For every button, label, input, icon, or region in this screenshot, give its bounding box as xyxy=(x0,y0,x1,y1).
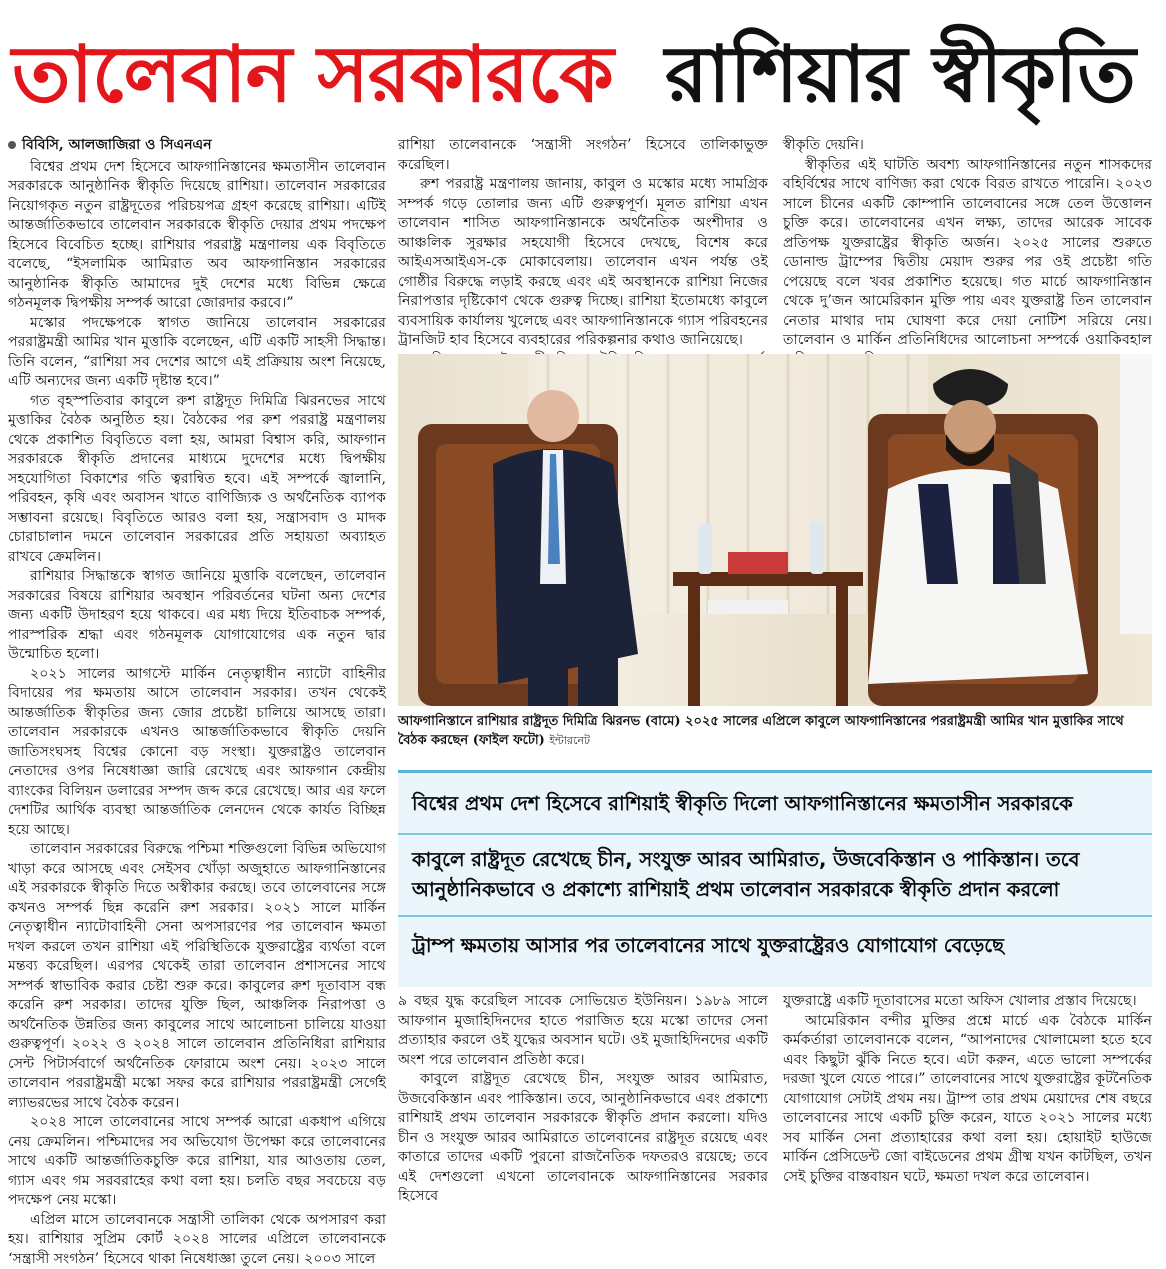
caption-text: আফগানিস্তানে রাশিয়ার রাষ্ট্রদূত দিমিত্রি ঝিরনভ (বামে) ২০২৫ সালের এপ্রিলে কাবুলে আফগানিস্তানের পররাষ্ট্রমন্ত্রী আমির খান মুত্তাকির সাথে বৈঠক করছেন (ফাইল ফটো) xyxy=(398,714,1124,748)
pullquote-2: কাবুলে রাষ্ট্রদূত রেখেছে চীন, সংযুক্ত আরব আমিরাত, উজবেকিস্তান ও পাকিস্তান। তবে আনুষ্ঠানিকভাবে ও প্রকাশ্যে রাশিয়াই প্রথম তালেবান সরকারকে স্বীকৃতি প্রদান করলো xyxy=(398,845,1152,905)
paragraph: ২০২৪ সালে তালেবানের সাথে সম্পর্ক আরো একধাপ এগিয়ে নেয় ক্রেমলিন। পশ্চিমাদের সব অভিযোগ উপেক্ষা করে তালেবানের সাথে একটি আন্তর্জাতিকচুক্তি করে রাশিয়া, যার আওতায় তেল, গ্যাস এবং গম সরবরাহের কথা বলা হয়। চলতি বছর সবচেয়ে বড় পদক্ষেপ নেয় মস্কো। xyxy=(8,1113,386,1211)
article-column-3-top xyxy=(783,136,1152,348)
pullquote-3: ট্রাম্প ক্ষমতায় আসার পর তালেবানের সাথে যুক্তরাষ্ট্রেরও যোগাযোগ বেড়েছে xyxy=(398,931,1152,961)
article-column-2-bottom xyxy=(398,992,768,1184)
paragraph: রাশিয়া তালেবানকে ‘সন্ত্রাসী সংগঠন’ হিসেবে তালিকাভুক্ত করেছিল। xyxy=(398,136,768,175)
paragraph: মস্কোর পদক্ষেপকে স্বাগত জানিয়ে তালেবান সরকারের পররাষ্ট্রমন্ত্রী আমির খান মুত্তাকি বলেছেন, এটি একটি সাহসী সিদ্ধান্ত। তিনি বলেন, “রাশিয়া সব দেশের আগে এই প্রক্রিয়ায় অংশ নিয়েছে, এটি অন্যদের জন্য একটি দৃষ্টান্ত হবে।” xyxy=(8,314,386,392)
pullquote-box xyxy=(398,770,1152,987)
bullet-icon xyxy=(8,141,16,149)
paragraph: স্বীকৃতির এই ঘাটতি অবশ্য আফগানিস্তানের নতুন শাসকদের বহির্বিশ্বের সাথে বাণিজ্য করা থেকে বিরত রাখতে পারেনি। ২০২৩ সালে চীনের একটি কোম্পানি তালেবানের সঙ্গে তেল উত্তোলন চুক্তি করে। তালেবানের এখন লক্ষ্য, তাদের আরেক সাবেক প্রতিপক্ষ যুক্তরাষ্ট্রের স্বীকৃতি অর্জন। ২০২৫ সালের শুরুতে ডোনাল্ড ট্রাম্পের দ্বিতীয় মেয়াদ শুরুর পর ওই প্রচেষ্টা গতি পেয়েছে বলে খবর প্রকাশিত হয়েছে। গত মার্চে আফগানিস্তান থেকে দু’জন আমেরিকান মুক্তি পায় এবং যুক্তরাষ্ট্র তিন তালেবান নেতার মাথার দাম ঘোষণা করে দেয়া নোটিশ সরিয়ে নেয়। তালেবান ও মার্কিন প্রতিনিধিদের আলোচনা সম্পর্কে ওয়াকিবহাল xyxy=(783,156,1152,371)
paragraph: আমেরিকান বন্দীর মুক্তির প্রশ্নে মার্চে এক বৈঠকে মার্কিন কর্মকর্তারা তালেবানকে বলেন, “আপনাদের খোলামেলা হতে হবে এবং কিছুটা ঝুঁকি নিতে হবে। এটা করুন, এতে ভালো সম্পর্কের দরজা খুলে যেতে পারে।” তালেবানের সাথে যুক্তরাষ্ট্রের কূটনৈতিক যোগাযোগ সেটাই প্রথম নয়। ট্রাম্প তার প্রথম মেয়াদের শেষ বছরে তালেবানের সাথে একটি চুক্তি করেন, যাতে ২০২১ সালের মধ্যে সব মার্কিন সেনা প্রত্যাহারের কথা বলা হয়। হোয়াইট হাউজে মার্কিন প্রেসিডেন্ট জো বাইডেনের প্রথম গ্রীষ্ম যখন কাটছিল, তখন সেই চুক্তির বাস্তবায়ন ঘটে, ক্ষমতা দখল করে তালেবান। xyxy=(783,1012,1152,1188)
pullquote-1: বিশ্বের প্রথম দেশ হিসেবে রাশিয়াই স্বীকৃতি দিলো আফগানিস্তানের ক্ষমতাসীন সরকারকে xyxy=(398,789,1152,819)
paragraph: রাশিয়ার সিদ্ধান্তকে স্বাগত জানিয়ে মুত্তাকি বলেছেন, তালেবান সরকারের বিষয়ে রাশিয়ার অবস্থান পরিবর্তনের ঘটনা অন্য দেশের জন্য একটি উদাহরণ হয়ে থাকবে। এর মধ্য দিয়ে ইতিবাচক সম্পর্ক, পারস্পরিক শ্রদ্ধা এবং গঠনমূলক যোগাযোগের এক নতুন দ্বার উন্মোচিত হলো। xyxy=(8,567,386,665)
pullquote-divider xyxy=(398,915,1152,917)
headline-red-part: তালেবান সরকারকে xyxy=(12,14,613,144)
pullquote-divider xyxy=(398,833,1152,835)
paragraph: বিশ্বের প্রথম দেশ হিসেবে আফগানিস্তানের ক্ষমতাসীন তালেবান সরকারকে আনুষ্ঠানিক স্বীকৃতি দিয়েছে রাশিয়া। তালেবান সরকারের নিয়োগকৃত নতুন রাষ্ট্রদূতের পরিচয়পত্র গ্রহণ করেছে রাশিয়া। এটিই আন্তর্জাতিকভাবে তালেবান সরকারকে স্বীকৃতি দেয়ার প্রথম পদক্ষেপ হিসেবে বিবেচিত হচ্ছে। রাশিয়ার পররাষ্ট্র মন্ত্রণালয় এক বিবৃতিতে বলেছে, “ইসলামিক আমিরাত অব আফগানিস্তান সরকারের আনুষ্ঠানিক স্বীকৃতি আমাদের দুই দেশের মধ্যে বিভিন্ন ক্ষেত্রে গঠনমূলক দ্বিপক্ষীয় সম্পর্ক আরো জোরদার করবে।” xyxy=(8,158,386,314)
paragraph: ৯ বছর যুদ্ধ করেছিল সাবেক সোভিয়েত ইউনিয়ন। ১৯৮৯ সালে আফগান মুজাহিদিনদের হাতে পরাজিত হয়ে মস্কো তাদের সেনা প্রত্যাহার করলে ওই যুদ্ধের অবসান ঘটে। ওই মুজাহিদিনদের একটি অংশ পরে তালেবান প্রতিষ্ঠা করে। xyxy=(398,992,768,1070)
byline xyxy=(8,136,386,156)
article-column-3-bottom xyxy=(783,992,1152,1184)
article-photo xyxy=(398,354,1152,706)
headline xyxy=(0,0,1166,125)
byline-text: বিবিসি, আলজাজিরা ও সিএনএন xyxy=(22,137,212,153)
photo-caption xyxy=(398,712,1152,750)
paragraph: কাবুলে রাষ্ট্রদূত রেখেছে চীন, সংযুক্ত আরব আমিরাত, উজবেকিস্তান এবং পাকিস্তান। তবে, আনুষ্ঠানিকভাবে এবং প্রকাশ্যে রাশিয়াই প্রথম তালেবান সরকারকে স্বীকৃতি প্রদান করলো। যদিও চীন ও সংযুক্ত আরব আমিরাতে তালেবানের রাষ্ট্রদূত রয়েছে এবং কাতারে তাদের একটি পুরনো রাজনৈতিক দফতরও রয়েছে; তবে এই দেশগুলো এখনো তালেবানকে আফগানিস্তানের সরকার হিসেবে xyxy=(398,1070,768,1207)
paragraph: গত বৃহস্পতিবার কাবুলে রুশ রাষ্ট্রদূত দিমিত্রি ঝিরনভের সাথে মুত্তাকির বৈঠক অনুষ্ঠিত হয়। বৈঠকের পর রুশ পররাষ্ট্র মন্ত্রণালয় থেকে প্রকাশিত বিবৃতিতে বলা হয়, আমরা বিশ্বাস করি, আফগান সরকারকে স্বীকৃতি প্রদানের মাধ্যমে দুদেশের মধ্যে দ্বিপক্ষীয় সহযোগিতা বিকাশের গতি ত্বরান্বিত হবে। এই সম্পর্কে জ্বালানি, পরিবহন, কৃষি এবং অবাসন খাতে বাণিজ্যিক ও অর্থনৈতিক ব্যাপক সম্ভাবনা রয়েছে। বিবৃতিতে আরও বলা হয়, সন্ত্রাসবাদ ও মাদক চোরাচালান দমনে তালেবান সরকারের প্রতি সহায়তা অব্যাহত রাখবে ক্রেমলিন। xyxy=(8,392,386,568)
paragraph: ২০২১ সালের আগস্টে মার্কিন নেতৃত্বাধীন ন্যাটো বাহিনীর বিদায়ের পর ক্ষমতায় আসে তালেবান সরকার। তখন থেকেই আন্তর্জাতিক স্বীকৃতির জন্য জোর প্রচেষ্টা চালিয়ে আসছে তারা। তালেবান সরকারকে এখনও আন্তর্জাতিকভাবে স্বীকৃতি দেয়নি জাতিসংঘসহ বিশ্বের কোনো বড় সংস্থা। যুক্তরাষ্ট্রও তালেবান নেতাদের ওপর নিষেধাজ্ঞা জারি রেখেছে এবং আফগান কেন্দ্রীয় ব্যাংকের বিলিয়ন ডলারের সম্পদ জব্দ করে রেখেছে। আর এর ফলে দেশটির আর্থিক ব্যবস্থা আন্তর্জাতিক লেনদেন থেকে কার্যত বিচ্ছিন্ন হয়ে আছে। xyxy=(8,665,386,841)
paragraph: স্বীকৃতি দেয়নি। xyxy=(783,136,1152,156)
paragraph: রুশ পররাষ্ট্র মন্ত্রণালয় জানায়, কাবুল ও মস্কোর মধ্যে সামগ্রিক সম্পর্ক গড়ে তোলার জন্য এটি গুরুত্বপূর্ণ। মূলত রাশিয়া এখন তালেবান শাসিত আফগানিস্তানকে অর্থনৈতিক অংশীদার ও আঞ্চলিক সুরক্ষার সহযোগী হিসেবে দেখছে, বিশেষ করে আইএসআইএস-কে মোকাবেলায়। তালেবান এখন পর্যন্ত ওই গোষ্ঠীর বিরুদ্ধে লড়াই করছে এবং এই অবস্থানকে রাশিয়া নিজের নিরাপত্তার দৃষ্টিকোণ থেকে গুরুত্ব দিচ্ছে। রাশিয়া ইতোমধ্যে কাবুলে ব্যবসায়িক কার্যালয় খুলেছে এবং আফগানিস্তানকে গ্যাস পরিবহনের ট্রানজিট হাব হিসেবে ব্যবহারের পরিকল্পনার কথাও জানিয়েছে। xyxy=(398,175,768,351)
paragraph: এপ্রিল মাসে তালেবানকে সন্ত্রাসী তালিকা থেকে অপসারণ করা হয়। রাশিয়ার সুপ্রিম কোর্ট ২০২৪ সালের এপ্রিলে তালেবানকে ‘সন্ত্রাসী সংগঠন’ হিসেবে থাকা নিষেধাজ্ঞা তুলে নেয়। ২০০৩ সালে xyxy=(8,1211,386,1269)
article-column-1 xyxy=(8,136,386,1184)
headline-black-part: রাশিয়ার স্বীকৃতি xyxy=(665,14,1135,144)
article-column-2-top xyxy=(398,136,768,348)
caption-source: ইন্টারনেট xyxy=(549,734,590,747)
paragraph: যুক্তরাষ্ট্রে একটি দূতাবাসের মতো অফিস খোলার প্রস্তাব দিয়েছে। xyxy=(783,992,1152,1012)
paragraph: তালেবান সরকারের বিরুদ্ধে পশ্চিমা শক্তিগুলো বিভিন্ন অভিযোগ খাড়া করে আসছে এবং সেইসব খোঁড়া অজুহাতে আফগানিস্তানের এই সরকারকে স্বীকৃতি দিতে অস্বীকার করছে। তবে তালেবানের সঙ্গে কখনও সম্পর্ক ছিন্ন করেনি রুশ সরকার। ২০২১ সালে মার্কিন নেতৃত্বাধীন ন্যাটোবাহিনী সেনা অপসারণের পর তালেবান ক্ষমতা দখল করলে তখন রাশিয়া এই পরিস্থিতিকে যুক্তরাষ্ট্রের ব্যর্থতা বলে মন্তব্য করেছিল। এরপর থেকেই তারা তালেবান প্রশাসনের সাথে সম্পর্ক স্বাভাবিক করার চেষ্টা শুরু করে। কাবুলের রুশ দূতাবাস বন্ধ করেনি রুশ সরকার। তাদের যুক্তি ছিল, আঞ্চলিক নিরাপত্তা ও অর্থনৈতিক উন্নতির জন্য কাবুলের সাথে আলোচনা চালিয়ে যাওয়া গুরুত্বপূর্ণ। ২০২২ ও ২০২৪ সালে তালেবান প্রতিনিধিরা রাশিয়ার সেন্ট পিটার্সবার্গে অর্থনৈতিক ফোরামে অংশ নেয়। ২০২৩ সালে তালেবান পররাষ্ট্রমন্ত্রী মস্কো সফর করে রাশিয়ার পররাষ্ট্রমন্ত্রী সের্গেই ল্যাভরভের সাথে বৈঠক করেন। xyxy=(8,840,386,1113)
